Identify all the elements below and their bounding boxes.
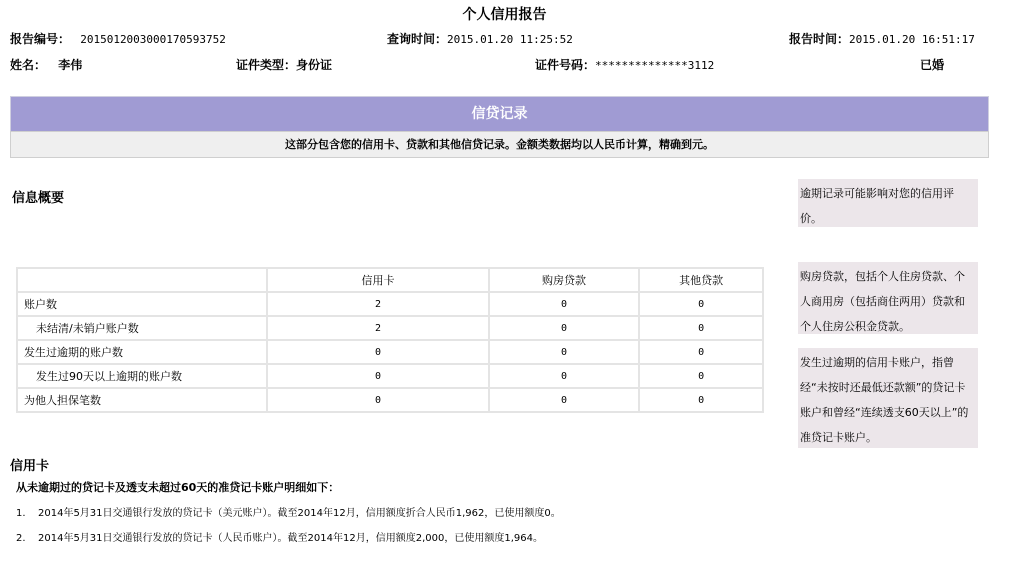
cell-other-loans: 0 [639, 292, 763, 316]
row-label: 未结清/未销户账户数 [17, 316, 267, 340]
table-header-other-loans: 其他贷款 [639, 268, 763, 292]
report-time-value: 2015.01.20 16:51:17 [849, 33, 975, 46]
cell-credit-card: 2 [267, 292, 488, 316]
report-time-label: 报告时间： [789, 32, 850, 46]
cell-credit-card: 0 [267, 364, 488, 388]
query-time [387, 30, 573, 47]
marital-status: 已婚 [920, 58, 945, 72]
table-row [17, 316, 763, 340]
cell-credit-card: 0 [267, 388, 488, 412]
table-header-blank [17, 268, 267, 292]
table-row [17, 364, 763, 388]
table-header-mortgage: 购房贷款 [489, 268, 640, 292]
person-name-value: 李伟 [58, 58, 83, 72]
cell-mortgage: 0 [489, 316, 640, 340]
note-mortgage: 购房贷款，包括个人住房贷款、个人商用房（包括商住两用）贷款和个人住房公积金贷款。 [798, 262, 978, 334]
query-time-label: 查询时间： [387, 32, 448, 46]
cell-mortgage: 0 [489, 364, 640, 388]
id-type-value: 身份证 [296, 58, 333, 72]
list-item-number: 2. [16, 533, 26, 544]
id-type [236, 56, 332, 73]
person-name [10, 56, 82, 73]
row-label: 账户数 [17, 292, 267, 316]
id-number-label: 证件号码： [535, 58, 596, 72]
cell-other-loans: 0 [639, 316, 763, 340]
table-header-row [17, 268, 763, 292]
list-item [16, 529, 543, 544]
cell-other-loans: 0 [639, 364, 763, 388]
cell-mortgage: 0 [489, 292, 640, 316]
report-number-value: 2015012003000170593752 [80, 33, 226, 46]
cell-other-loans: 0 [639, 340, 763, 364]
overview-title: 信息概要 [12, 191, 65, 206]
cell-credit-card: 2 [267, 316, 488, 340]
table-header-credit-card: 信用卡 [267, 268, 488, 292]
report-number [10, 30, 226, 47]
note-overdue: 逾期记录可能影响对您的信用评价。 [798, 179, 978, 227]
report-number-label: 报告编号： [10, 32, 71, 46]
overview-table [16, 267, 764, 413]
table-row [17, 292, 763, 316]
table-row [17, 340, 763, 364]
credit-record-description: 这部分包含您的信用卡、贷款和其他信贷记录。金额类数据均以人民币计算，精确到元。 [10, 131, 989, 158]
id-number [535, 56, 714, 73]
list-item [16, 504, 561, 519]
cell-credit-card: 0 [267, 340, 488, 364]
id-type-label: 证件类型： [236, 58, 297, 72]
list-item-text: 2014年5月31日交通银行发放的贷记卡（美元账户）。截至2014年12月，信用额度折合人民币1,962，已使用额度0。 [38, 508, 561, 519]
person-name-label: 姓名： [10, 58, 47, 72]
note-overdue-card: 发生过逾期的信用卡账户，指曾经“未按时还最低还款额”的贷记卡账户和曾经“连续透支60天以上”的准贷记卡账户。 [798, 348, 978, 448]
list-item-number: 1. [16, 508, 26, 519]
cell-other-loans: 0 [639, 388, 763, 412]
id-number-value: **************3112 [595, 59, 715, 72]
list-item-text: 2014年5月31日交通银行发放的贷记卡（人民币账户）。截至2014年12月，信用额度2,000，已使用额度1,964。 [38, 533, 543, 544]
report-title: 个人信用报告 [462, 7, 547, 23]
query-time-value: 2015.01.20 11:25:52 [447, 33, 573, 46]
row-label: 发生过逾期的账户数 [17, 340, 267, 364]
table-row [17, 388, 763, 412]
cell-mortgage: 0 [489, 340, 640, 364]
credit-card-section-title: 信用卡 [10, 459, 50, 474]
credit-record-banner: 信贷记录 [10, 96, 989, 132]
row-label: 为他人担保笔数 [17, 388, 267, 412]
cell-mortgage: 0 [489, 388, 640, 412]
report-time [789, 30, 975, 47]
row-label: 发生过90天以上逾期的账户数 [17, 364, 267, 388]
credit-card-detail-heading: 从未逾期过的贷记卡及透支未超过60天的准贷记卡账户明细如下： [16, 481, 340, 494]
